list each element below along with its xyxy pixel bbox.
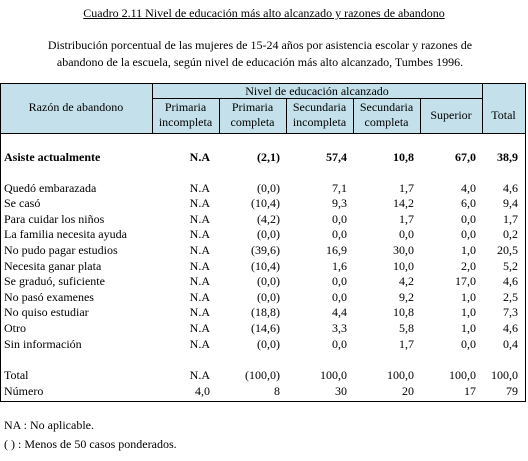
table-cell: 1,0	[461, 305, 476, 319]
table-row	[0, 181, 526, 196]
table-cell: 0,0	[461, 227, 476, 241]
table-cell: 9,4	[503, 196, 518, 210]
row-label: Otro	[4, 321, 26, 335]
table-row	[0, 368, 526, 383]
table-cell: N.A	[189, 150, 210, 164]
row-label: Se graduó, suficiente	[4, 274, 105, 288]
table-row	[0, 227, 526, 242]
table-cell: 1,6	[332, 259, 347, 273]
table-row	[0, 212, 526, 227]
table-row	[0, 259, 526, 274]
table-cell: 38,9	[497, 150, 518, 164]
table-cell: (0,0)	[257, 227, 280, 241]
table-cell: 1,0	[461, 321, 476, 335]
table-cell: N.A	[189, 321, 210, 335]
table-cell: (0,0)	[257, 181, 280, 195]
table-cell: 4,0	[195, 384, 210, 398]
table-cell: N.A	[189, 212, 210, 226]
table-cell: 9,2	[399, 290, 414, 304]
header-bottom-rule	[0, 133, 526, 134]
table-cell: 0,2	[503, 227, 518, 241]
table-cell: 1,7	[503, 212, 518, 226]
table-cell: 10,8	[393, 305, 414, 319]
table-cell: N.A	[189, 243, 210, 257]
table-cell: 1,7	[399, 212, 414, 226]
table-cell: 6,0	[461, 196, 476, 210]
column-header: Primaria incompleta	[158, 100, 213, 129]
table-cell: 0,0	[399, 227, 414, 241]
table-cell: 30,0	[393, 243, 414, 257]
table-cell: 4,0	[461, 181, 476, 195]
table-cell: 16,9	[326, 243, 347, 257]
table-cell: 1,0	[461, 243, 476, 257]
table-cell: 100,0	[387, 368, 414, 382]
table-row	[0, 243, 526, 258]
table-cell: 20	[402, 384, 414, 398]
table-cell: 8	[274, 384, 280, 398]
row-label: Total	[4, 368, 29, 382]
table-cell: (18,8)	[251, 305, 280, 319]
table-cell: 17	[464, 384, 476, 398]
table-cell: 4,2	[399, 274, 414, 288]
table-right-border	[525, 83, 526, 401]
table-cell: 5,8	[399, 321, 414, 335]
table-cell: 20,5	[497, 243, 518, 257]
table-cell: 0,0	[332, 227, 347, 241]
group-header: Nivel de educación alcanzado	[245, 84, 389, 98]
table-cell: (39,6)	[251, 243, 280, 257]
table-cell: N.A	[189, 259, 210, 273]
table-cell: 10,0	[393, 259, 414, 273]
table-cell: 1,7	[399, 337, 414, 351]
table-cell: (0,0)	[257, 337, 280, 351]
table-cell: 4,6	[503, 181, 518, 195]
subtitle-line-1: Distribución porcentual de las mujeres de 15-24 años por asistencia escolar y razones de	[47, 38, 473, 52]
table-cell: N.A	[189, 181, 210, 195]
table-cell: 4,4	[332, 305, 347, 319]
row-label: No pasó examenes	[4, 290, 94, 304]
table-cell: N.A	[189, 196, 210, 210]
table-cell: 2,0	[461, 259, 476, 273]
column-header: Secundaria incompleta	[292, 100, 347, 129]
row-label: No pudo pagar estudios	[4, 243, 118, 257]
table-cell: 0,4	[503, 337, 518, 351]
table-cell: 4,6	[503, 274, 518, 288]
table-row	[0, 337, 526, 352]
table-cell: N.A	[189, 274, 210, 288]
table-cell: (2,1)	[257, 150, 280, 164]
table-bottom-rule	[0, 401, 526, 402]
table-cell: 2,5	[503, 290, 518, 304]
row-label-header: Razón de abandono	[28, 100, 124, 114]
table-cell: 0,0	[332, 290, 347, 304]
table-cell: 0,0	[332, 337, 347, 351]
table-cell: 100,0	[320, 368, 347, 382]
table-cell: 0,0	[332, 274, 347, 288]
table-cell: 100,0	[449, 368, 476, 382]
table-cell: 3,3	[332, 321, 347, 335]
table-row	[0, 321, 526, 336]
row-label: No quiso estudiar	[4, 305, 89, 319]
column-header: Primaria completa	[230, 100, 275, 129]
table-cell: (10,4)	[251, 196, 280, 210]
table-cell: (14,6)	[251, 321, 280, 335]
row-label: Necesita ganar plata	[4, 259, 102, 273]
table-cell: N.A	[189, 290, 210, 304]
table-cell: 1,0	[461, 290, 476, 304]
table-row	[0, 290, 526, 305]
table-cell: 14,2	[393, 196, 414, 210]
column-header: Superior	[430, 108, 472, 122]
table-cell: 4,6	[503, 321, 518, 335]
table-cell: (0,0)	[257, 290, 280, 304]
table-row	[0, 196, 526, 211]
table-title: Cuadro 2.11 Nivel de educación más alto alcanzado y razones de abandono	[83, 6, 445, 20]
table-cell: 7,3	[503, 305, 518, 319]
table-cell: 0,0	[332, 212, 347, 226]
table-cell: 7,1	[332, 181, 347, 195]
table-row	[0, 384, 526, 399]
table-cell: (4,2)	[257, 212, 280, 226]
table-cell: 0,0	[461, 212, 476, 226]
table-subtitle	[40, 37, 480, 71]
table-cell: 100,0	[491, 368, 518, 382]
table-row	[0, 274, 526, 289]
table-cell: N.A	[189, 227, 210, 241]
table-cell: N.A	[189, 337, 210, 351]
subtitle-line-2: abandono de la escuela, según nivel de educación más alto alcanzado, Tumbes 1996.	[56, 55, 464, 69]
note-na: NA : No aplicable.	[4, 418, 94, 432]
table-cell: (100,0)	[245, 368, 280, 382]
table-cell: N.A	[189, 368, 210, 382]
table-cell: 67,0	[455, 150, 476, 164]
table-cell: 17,0	[455, 274, 476, 288]
table-cell: N.A	[189, 305, 210, 319]
table-cell: 10,8	[393, 150, 414, 164]
table-cell: (0,0)	[257, 274, 280, 288]
table-cell: 9,3	[332, 196, 347, 210]
column-header: Secundaria completa	[359, 100, 414, 129]
table-row	[0, 305, 526, 320]
table-cell: 30	[335, 384, 347, 398]
row-label: Se casó	[4, 196, 41, 210]
table-cell: 79	[506, 384, 518, 398]
table-cell: 0,0	[461, 337, 476, 351]
row-label: Quedó embarazada	[4, 181, 97, 195]
table-cell: 57,4	[326, 150, 347, 164]
table-left-border	[0, 83, 1, 401]
table-row	[0, 150, 526, 165]
note-parentheses: ( ) : Menos de 50 casos ponderados.	[4, 437, 177, 451]
total-header: Total	[491, 108, 516, 122]
row-label: Para cuidar los niños	[4, 212, 105, 226]
row-label: La familia necesita ayuda	[4, 227, 127, 241]
table-cell: (10,4)	[251, 259, 280, 273]
row-label: Número	[4, 384, 44, 398]
row-label: Sin información	[4, 337, 82, 351]
table-cell: 1,7	[399, 181, 414, 195]
row-label: Asiste actualmente	[4, 150, 101, 164]
table-cell: 5,2	[503, 259, 518, 273]
